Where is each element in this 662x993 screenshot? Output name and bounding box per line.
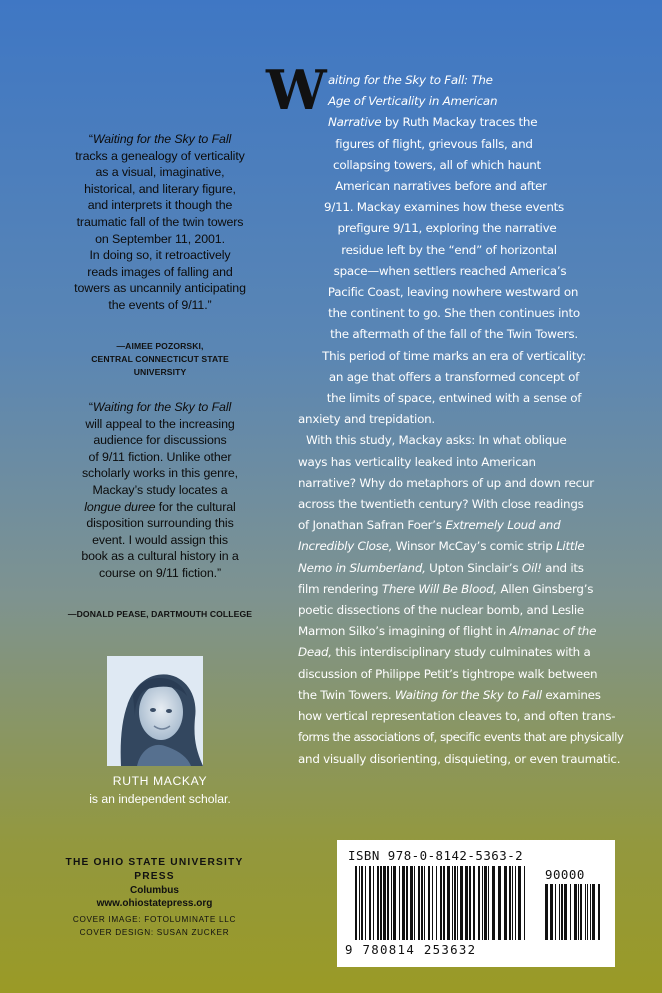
barcode-bar [465,866,468,940]
barcode-bar [580,884,582,940]
blurb-aimee-pozorski [62,131,258,314]
barcode-bar [524,866,525,940]
barcode-bar [387,866,389,940]
barcode-bar [473,866,475,940]
desc-line: Narrative by Ruth Mackay traces the [328,115,538,130]
desc-line: American narratives before and after [335,179,547,194]
desc-line: aiting for the Sky to Fall: The [328,73,493,87]
barcode-bar [598,884,600,940]
barcode-bar [587,884,588,940]
blurb-line: will appeal to the increasing [85,416,235,431]
barcode-bar [488,866,489,940]
blurb-line: of 9/11 fiction. Unlike other [88,449,232,464]
blurb-line: course on 9/11 fiction.” [98,565,222,580]
price-code: 90000 [545,867,585,882]
blurb-line: on September 11, 2001. [95,231,225,246]
barcode-bar [359,866,360,940]
barcode-bar [432,866,433,940]
barcode-bar [564,884,567,940]
barcode-bar [377,866,379,940]
barcode-bar [590,884,591,940]
barcode-bar [478,866,480,940]
barcode-bar [518,866,521,940]
blurb-line: historical, and literary figure, [84,181,236,196]
desc-line: forms the associations of, specific events that are physically [298,730,624,745]
blurb-line: “Waiting for the Sky to Fall [88,132,232,146]
barcode-bar [460,866,463,940]
attribution-line: —AIMEE POZORSKI, [116,341,204,351]
barcode-bar [555,884,556,940]
barcode-bar [550,884,553,940]
barcode-bar [399,866,400,940]
blurb-line: towers as uncannily anticipating [74,281,246,296]
barcode-bar [418,866,420,940]
desc-line: Marmon Silko’s imagining of flight in Almanac of the [298,624,597,639]
attribution-line: UNIVERSITY [133,367,187,377]
desc-line: Incredibly Close, Winsor McCay’s comic strip Little [298,539,585,554]
barcode-bar [406,866,408,940]
publisher-name: THE OHIO STATE UNIVERSITY PRESS [65,857,244,882]
barcode-bar [559,884,560,940]
barcode-bar [512,866,513,940]
desc-line: prefigure 9/11, exploring the narrative [337,221,557,236]
barcode-digits: 9 780814 253632 [345,942,477,957]
desc-line: anxiety and trepidation. [298,412,435,427]
desc-line: poetic dissections of the nuclear bomb, and Leslie [298,603,584,618]
desc-line: across the twentieth century? With close readings [298,497,584,512]
barcode-bar [380,866,382,940]
barcode-bar [561,884,563,940]
barcode-bar [509,866,511,940]
attribution-line: —DONALD PEASE, DARTMOUTH COLLEGE [67,609,253,619]
blurb-line: longue duree for the cultural [84,499,236,514]
blurb-line: “Waiting for the Sky to Fall [88,400,232,414]
desc-line: Age of Verticality in American [328,94,498,109]
desc-line: the continent to go. She then continues into [328,306,580,321]
barcode-bar [428,866,430,940]
barcode-bar [578,884,579,940]
barcode-bar [440,866,442,940]
barcode-bar [402,866,405,940]
barcode-bar [545,884,548,940]
publisher-info [52,856,257,910]
blurb-line: event. I would assign this [92,532,228,547]
barcode-bar [592,884,595,940]
desc-line: discussion of Philippe Petit’s tightrope walk between [298,666,598,681]
barcode-bar [355,866,357,940]
barcode-bar [421,866,423,940]
desc-line: film rendering There Will Be Blood, Allen Ginsberg’s [298,581,594,596]
barcode-bar [436,866,437,940]
blurb-line: reads images of falling and [87,264,233,279]
desc-line: an age that offers a transformed concept of [328,369,580,384]
barcode-bar [391,866,392,940]
blurb-line: tracks a genealogy of verticality [75,148,245,163]
barcode-bar [482,866,483,940]
blurb-line: the events of 9/11.” [108,297,212,312]
barcode-bar [469,866,471,940]
desc-line: the Twin Towers. Waiting for the Sky to Fall examines [298,687,601,702]
publisher-city: Columbus [130,885,179,896]
drop-cap: W [266,58,327,122]
barcode-bar [574,884,577,940]
barcode-bar [570,884,571,940]
blurb-line: In doing so, it retroactively [89,248,231,263]
desc-line: of Jonathan Safran Foer’s Extremely Loud and [298,518,561,533]
desc-line: Pacific Coast, leaving nowhere westward on [327,285,579,300]
desc-line: This period of time marks an era of verticality: [322,348,586,363]
barcode-bar [452,866,453,940]
blurb-attribution-pease [62,608,258,621]
barcode-bar [424,866,425,940]
desc-line: the aftermath of the fall of the Twin Towers. [330,327,578,342]
barcode-bar [457,866,458,940]
blurb-line: book as a cultural history in a [81,549,239,564]
barcode-bar [447,866,450,940]
blurb-attribution-pozorski [62,340,258,379]
barcode-bar [484,866,487,940]
barcode-bar [498,866,501,940]
desc-line: ways has verticality leaked into American [298,454,536,469]
desc-line: figures of flight, grievous falls, and [335,136,533,151]
barcode-bar [492,866,495,940]
cover-credits [52,913,257,939]
desc-line: how vertical representation cleaves to, and often trans- [298,709,616,724]
barcode-bar [585,884,586,940]
desc-line: narrative? Why do metaphors of up and down recur [298,475,594,490]
desc-line: space—when settlers reached America’s [333,263,567,278]
barcode-bars [355,866,528,940]
book-description [266,58,624,770]
barcode-bar [443,866,445,940]
blurb-line: as a visual, imaginative, [95,165,225,180]
desc-line: 9/11. Mackay examines how these events [324,200,564,215]
barcode-bar [365,866,366,940]
barcode-bar [504,866,507,940]
blurb-line: audience for discussions [93,433,227,448]
blurb-line: scholarly works in this genre, [81,466,239,481]
desc-line: Nemo in Slumberland, Upton Sinclair’s Oil! and its [298,560,584,575]
barcode-bar [393,866,396,940]
blurb-line: Mackay’s study locates a [92,482,228,497]
barcode-bar [410,866,413,940]
blurb-donald-pease [62,399,258,582]
author-description: is an independent scholar. [89,792,231,806]
price-barcode-bars [545,884,605,940]
barcode-bar [373,866,374,940]
desc-line: the limits of space, entwined with a sense of [326,391,582,406]
attribution-line: CENTRAL CONNECTICUT STATE [91,354,229,364]
desc-line: With this study, Mackay asks: In what oblique [306,433,567,448]
barcode-bar [454,866,456,940]
desc-line: and visually disorienting, disquieting, or even traumatic. [298,751,621,766]
blurb-line: disposition surrounding this [86,516,234,531]
desc-line: residue left by the “end” of horizontal [341,242,557,257]
blurb-line: and interprets it though the [87,198,233,213]
publisher-url: www.ohiostatepress.org [96,898,213,909]
isbn-text: ISBN 978-0-8142-5363-2 [348,848,524,863]
author-photo [107,656,203,766]
desc-line: Dead, this interdisciplinary study culminates with a [298,645,591,660]
author-portrait-image [107,656,203,766]
barcode-bar [414,866,415,940]
barcode-bar [369,866,371,940]
blurb-line: traumatic fall of the twin towers [76,214,244,229]
barcode-bar [515,866,516,940]
credit-line: COVER IMAGE: FOTOLUMINATE LLC [72,915,237,924]
author-name: RUTH MACKAY [112,774,208,788]
barcode-bar [361,866,363,940]
desc-line: collapsing towers, all of which haunt [333,157,541,172]
barcode-bar [383,866,386,940]
credit-line: COVER DESIGN: SUSAN ZUCKER [79,928,230,937]
